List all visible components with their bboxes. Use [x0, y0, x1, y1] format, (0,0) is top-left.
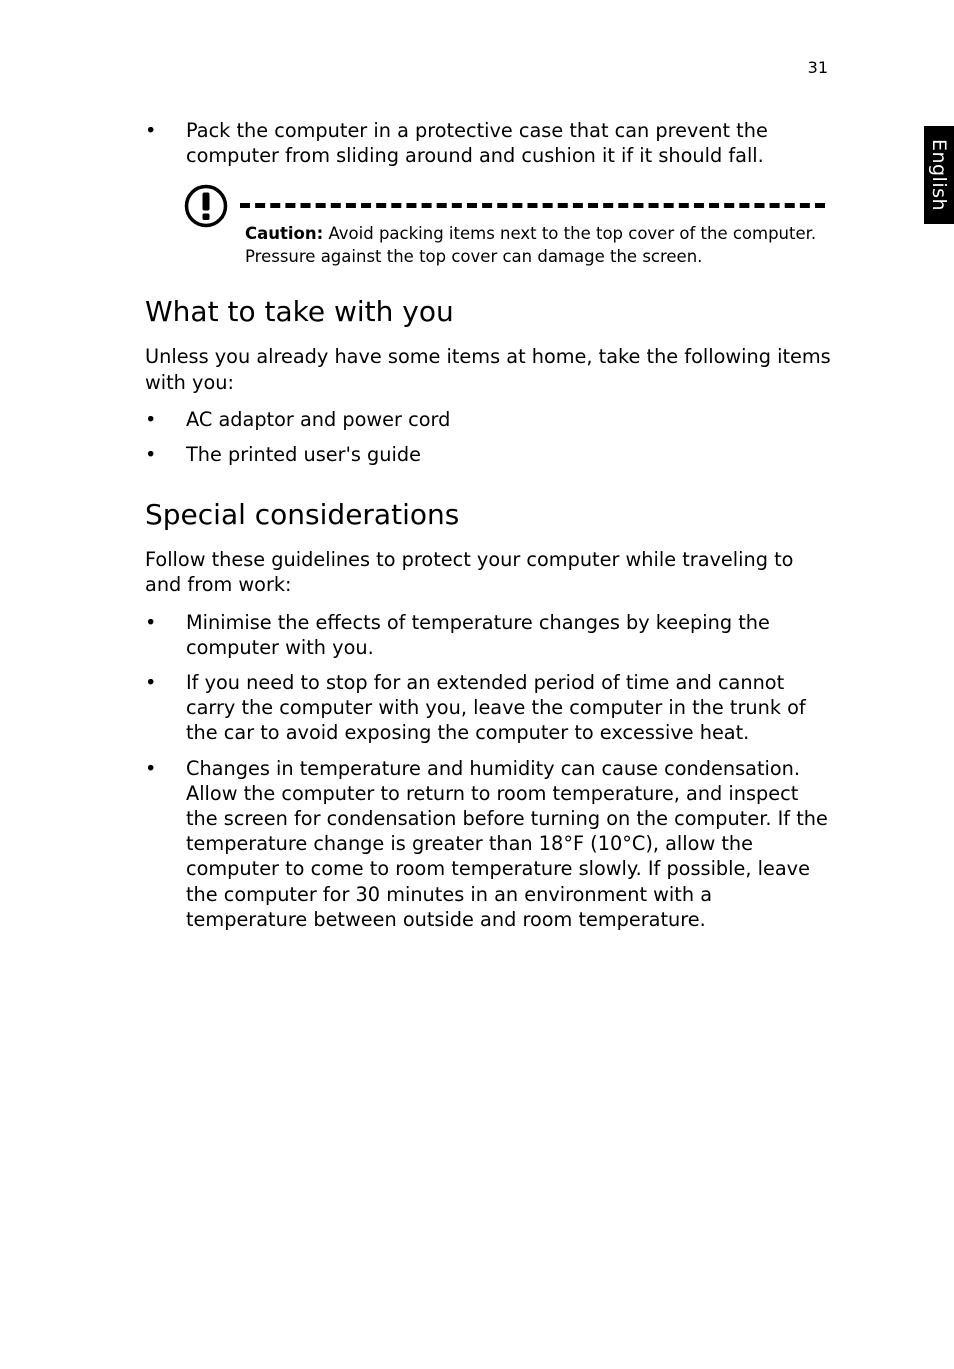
list-item	[145, 407, 835, 432]
caution-label: Caution:	[245, 224, 324, 244]
page-content	[145, 118, 835, 932]
language-tab	[924, 126, 954, 224]
list-item	[145, 442, 835, 467]
language-tab-label: English	[928, 138, 951, 212]
page-number: 31	[807, 58, 828, 77]
list-item-text: Pack the computer in a protective case that can prevent the computer from sliding around and cushion it if it should fall.	[186, 119, 768, 168]
caution-body: Avoid packing items next to the top cover of the computer. Pressure against the top cover can damage the screen.	[245, 224, 817, 267]
section-intro: Follow these guidelines to protect your computer while traveling to and from work:	[145, 548, 794, 597]
list-item-text: AC adaptor and power cord	[186, 407, 451, 431]
list-item	[145, 118, 835, 168]
list-item-text: Changes in temperature and humidity can cause condensation. Allow the computer to return to room temperature, and inspect the screen for condensation before turning on the computer. If the temperature change is greater than 18°F (10°C), allow the computer to come to room temperature slowly. If possible, leave the computer for 30 minutes in an environment with a temperature between outside and room temperature.	[186, 756, 828, 931]
section-heading: What to take with you	[145, 295, 454, 329]
bullet-marker: •	[145, 407, 157, 431]
bullet-marker: •	[145, 610, 157, 634]
exclamation-icon	[184, 184, 228, 228]
list-item-text: If you need to stop for an extended period of time and cannot carry the computer with you, leave the computer in the trunk of the car to avoid exposing the computer to excessive heat.	[186, 671, 806, 745]
section-heading: Special considerations	[145, 498, 460, 532]
list-item	[145, 756, 835, 932]
caution-text	[245, 222, 845, 268]
list-item-text: The printed user's guide	[186, 443, 421, 467]
section-intro: Unless you already have some items at home, take the following items with you:	[145, 345, 831, 394]
list-item-text: Minimise the effects of temperature changes by keeping the computer with you.	[186, 610, 770, 659]
bullet-marker: •	[145, 119, 157, 142]
list-item	[145, 670, 835, 746]
caution-divider	[240, 203, 825, 208]
bullet-marker: •	[145, 443, 157, 467]
bullet-marker: •	[145, 671, 157, 695]
list-item	[145, 610, 835, 660]
bullet-marker: •	[145, 756, 157, 780]
caution-note	[184, 184, 835, 267]
